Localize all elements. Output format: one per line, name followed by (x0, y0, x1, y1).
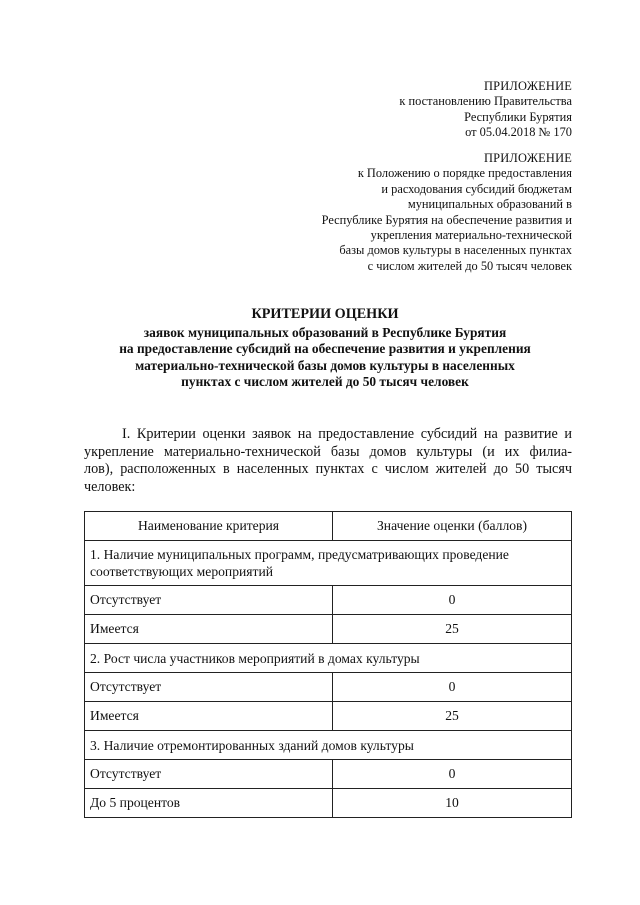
annex-line: к постановлению Правительства (399, 94, 572, 109)
criterion-group-row (85, 644, 572, 673)
paragraph-line: человек: (84, 478, 136, 495)
annex-heading: ПРИЛОЖЕНИЕ (484, 151, 572, 165)
option-label: Имеется (85, 615, 333, 644)
criteria-table (84, 511, 572, 818)
table-row (85, 586, 572, 615)
annex-line: к Положению о порядке предоставления (357, 166, 572, 181)
annex-line: Республике Бурятия на обеспечение развития и (321, 212, 572, 227)
paragraph-line: лов), расположенных в населенных пунктах с числом жителей до 50 тысяч (84, 461, 572, 478)
annex-line: муниципальных образований в (407, 197, 572, 212)
title-line: материально-технической базы домов культуры в населенных (135, 357, 515, 373)
paragraph-line: I. Критерии оценки заявок на предоставление субсидий на развитие и (122, 426, 572, 442)
title-line: заявок муниципальных образований в Республике Бурятия (143, 324, 507, 340)
annex-line: и расходования субсидий бюджетам (381, 181, 572, 196)
title-line: пунктах с числом жителей до 50 тысяч человек (181, 374, 469, 390)
option-label: Отсутствует (85, 586, 333, 615)
criterion-title: 1. Наличие муниципальных программ, предусматривающих проведение соответствующих мероприятий (85, 541, 572, 586)
option-label: Отсутствует (85, 760, 333, 789)
table-header-row (85, 512, 572, 541)
annex-line: укрепления материально-технической (370, 228, 572, 243)
annex-line: Республики Бурятия (464, 109, 572, 124)
header-score-value: Значение оценки (баллов) (333, 512, 572, 541)
annex-line: базы домов культуры в населенных пунктах (339, 243, 572, 258)
annex-header-decree (399, 79, 572, 141)
table-row (85, 789, 572, 818)
option-score: 10 (333, 789, 572, 818)
option-label: До 5 процентов (85, 789, 333, 818)
annex-header-regulation (322, 151, 572, 274)
criterion-title: 2. Рост числа участников мероприятий в домах культуры (85, 644, 572, 673)
criterion-title: 3. Наличие отремонтированных зданий домов культуры (85, 731, 572, 760)
annex-line: с числом жителей до 50 тысяч человек (367, 258, 572, 273)
table-row (85, 673, 572, 702)
title-line: на предоставление субсидий на обеспечение развития и укрепления (119, 341, 531, 357)
option-score: 0 (333, 760, 572, 789)
table-row (85, 760, 572, 789)
title-main: КРИТЕРИИ ОЦЕНКИ (251, 306, 399, 322)
annex-line: от 05.04.2018 № 170 (465, 125, 572, 140)
option-score: 25 (333, 615, 572, 644)
option-label: Имеется (85, 702, 333, 731)
option-score: 25 (333, 702, 572, 731)
section-intro-paragraph (84, 426, 572, 496)
table-row (85, 702, 572, 731)
criterion-group-row (85, 541, 572, 586)
option-score: 0 (333, 586, 572, 615)
option-score: 0 (333, 673, 572, 702)
annex-heading: ПРИЛОЖЕНИЕ (484, 79, 572, 93)
table-row (85, 615, 572, 644)
criterion-group-row (85, 731, 572, 760)
paragraph-line: укрепление материально-технической базы домов культуры (и их филиа- (84, 443, 572, 460)
option-label: Отсутствует (85, 673, 333, 702)
document-title (80, 306, 570, 391)
header-criterion-name: Наименование критерия (85, 512, 333, 541)
